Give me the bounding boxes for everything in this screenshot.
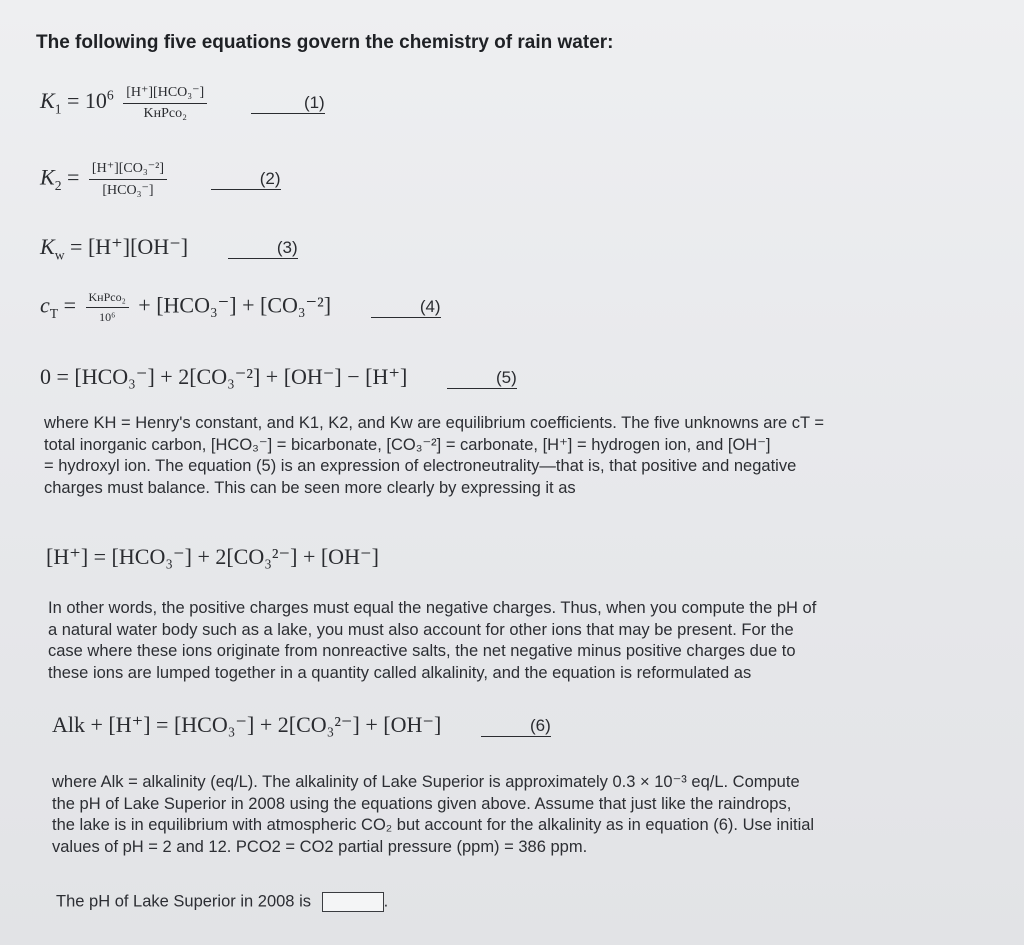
eq6-number: (6) (481, 716, 551, 737)
answer-line (56, 892, 388, 912)
equation-1: $K_1 = 10^6$ $\frac{\text{[H⁺][HCO₃⁻]}}{\text{KʜPco₂}}$ (1) (40, 85, 325, 121)
eq2-numerator: [H⁺][CO₃⁻²] (89, 160, 167, 180)
eq4-number: (4) (371, 297, 441, 318)
problem-paragraph: where Alk = alkalinity (eq/L). The alkalinity of Lake Superior is approximately 0.3 × 10⁻³ eq/L. Compute the pH of Lake Superior in 2008 using the equations given above. Assume that just like the raindrops, the lake is in equilibrium with atmospheric CO₂ but account for the alkalinity as in equation (6). Use initial values of pH = 2 and 12. PCO2 = CO2 partial pressure (ppm) = 386 ppm. (52, 773, 815, 856)
eq2-denominator: [HCO₃⁻] (102, 183, 154, 198)
eq2-number: (2) (211, 169, 281, 190)
charge-balance-equation: [H⁺] = [HCO₃⁻] + 2[CO₃²⁻] + [OH⁻] (46, 544, 379, 569)
answer-suffix: . (383, 892, 389, 911)
eq1-denominator: KʜPco₂ (143, 106, 187, 121)
equation-3: $K_w = [H^+][OH^-]$ (3) (40, 234, 298, 263)
alkalinity-paragraph: In other words, the positive charges must equal the negative charges. Thus, when you compute the pH of a natural water body such as a lake, you must also account for other ions that may be present. For the case where these ions originate from nonreactive salts, the net negative minus positive charges due to these ions are lumped together in a quantity called alkalinity, and the equation is reformulated as (48, 599, 817, 682)
eq4-numerator: KʜPco₂ (86, 290, 129, 308)
eq3-number: (3) (228, 238, 298, 259)
equation-5: 0 = [HCO₃⁻] + 2[CO₃⁻²] + [OH⁻] − [H⁺] (5) (40, 364, 517, 389)
eq1-numerator: [H⁺][HCO₃⁻] (123, 84, 207, 104)
equation-4: $c_T$ = $\frac{\text{KʜPco₂}}{\text{10⁶}}$ + [HCO₃⁻] + [CO₃⁻²] (4) (40, 290, 441, 324)
definitions-paragraph: where KH = Henry's constant, and K1, K2, and Kw are equilibrium coefficients. The five unknowns are cT = total inorganic carbon, [HCO₃⁻] = bicarbonate, [CO₃⁻²] = carbonate, [H⁺] = hydrogen ion, and [OH⁻] = hydroxyl ion. The equation (5) is an expression of electroneutrality—that is, that positive and negative charges must balance. This can be seen more clearly by expressing it as (44, 414, 824, 497)
eq4-denominator: 10⁶ (99, 310, 116, 324)
ph-answer-input[interactable] (322, 892, 384, 912)
eq1-number: (1) (251, 93, 325, 114)
equation-2: $K_2$ = $\frac{\text{[H⁺][CO₃⁻²]}}{\text{[HCO₃⁻]}}$ (2) (40, 161, 281, 198)
eq5-number: (5) (447, 368, 517, 389)
equation-6: Alk + [H⁺] = [HCO₃⁻] + 2[CO₃²⁻] + [OH⁻] (6) (52, 712, 551, 737)
intro-heading: The following five equations govern the chemistry of rain water: (36, 32, 614, 53)
answer-label: The pH of Lake Superior in 2008 is (56, 892, 311, 911)
